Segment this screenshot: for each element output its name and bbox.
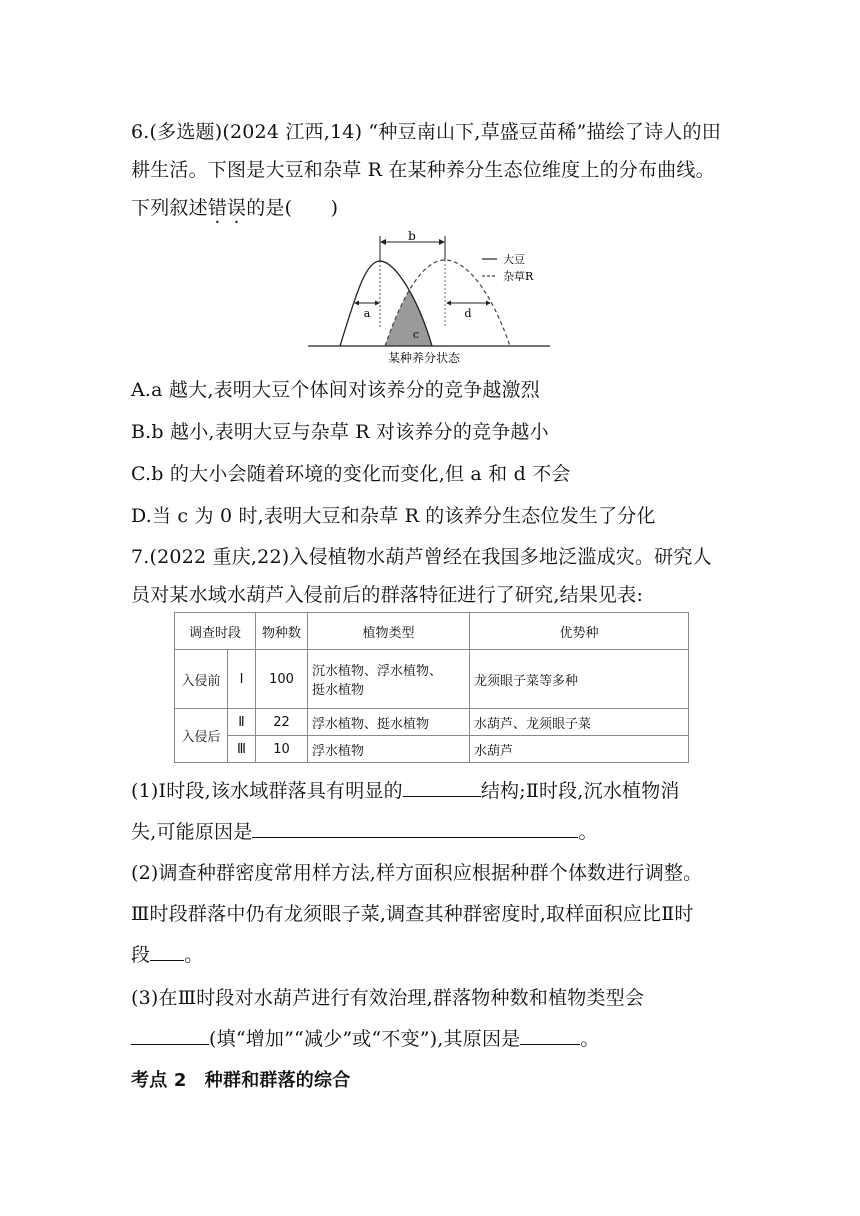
- table-cell: Ⅱ: [228, 709, 256, 736]
- table-cell: [308, 650, 470, 709]
- q6-stem-line3: 下列叙述错误的是( ): [131, 197, 339, 219]
- niche-distribution-figure: [300, 228, 560, 368]
- table-cell: 入侵前: [175, 650, 228, 709]
- table-cell: 入侵后: [175, 709, 228, 763]
- answer-blank[interactable]: [403, 778, 481, 797]
- section-heading: 考点 2 种群和群落的综合: [131, 1070, 351, 1091]
- b-arrow-head: [439, 239, 445, 245]
- q7-sub1-line2: 失,可能原因是 。: [131, 821, 598, 843]
- table-header: 优势种: [470, 613, 689, 650]
- emphasis-char: 错: [207, 197, 228, 219]
- table-cell: 龙须眼子菜等多种: [470, 650, 689, 709]
- q7-sub1-line1: (1)Ⅰ时段,该水域群落具有明显的 结构;Ⅱ时段,沉水植物消: [131, 780, 680, 802]
- cell-text: 沉水植物、浮水植物、: [312, 664, 443, 679]
- table-cell: 浮水植物: [308, 736, 470, 763]
- table-cell: 100: [256, 650, 308, 709]
- table-row: [175, 709, 689, 736]
- q6-option-b: B.b 越小,表明大豆与杂草 R 对该养分的竞争越小: [131, 421, 549, 443]
- answer-blank[interactable]: [131, 1026, 209, 1045]
- table-header: 物种数: [256, 613, 308, 650]
- table-cell: Ⅲ: [228, 736, 256, 763]
- label-b: b: [408, 229, 416, 243]
- answer-blank[interactable]: [150, 942, 184, 961]
- q6-option-c: C.b 的大小会随着环境的变化而变化,但 a 和 d 不会: [131, 463, 571, 485]
- table-cell: 水葫芦、龙须眼子菜: [470, 709, 689, 736]
- table-cell: Ⅰ: [228, 650, 256, 709]
- cell-text: 挺水植物: [312, 683, 365, 698]
- table-cell: 22: [256, 709, 308, 736]
- label-d: d: [464, 307, 472, 320]
- q6-stem-line1: 6.(多选题)(2024 江西,14) “种豆南山下,草盛豆苗稀”描绘了诗人的田: [131, 121, 721, 143]
- q7-sub3-line1: (3)在Ⅲ时段对水葫芦进行有效治理,群落物种数和植物类型会: [131, 987, 645, 1009]
- legend-soybean: 大豆: [503, 253, 525, 266]
- q7-stem-line1: 7.(2022 重庆,22)入侵植物水葫芦曾经在我国多地泛滥成灾。研究人: [131, 546, 712, 568]
- q7-sub3-line2: (填“增加”“减少”或“不变”),其原因是 。: [131, 1024, 600, 1051]
- answer-blank[interactable]: [520, 1026, 580, 1045]
- q6-stem-line2: 耕生活。下图是大豆和杂草 R 在某种养分生态位维度上的分布曲线。: [131, 159, 715, 181]
- q6-option-d: D.当 c 为 0 时,表明大豆和杂草 R 的该养分生态位发生了分化: [131, 505, 656, 527]
- legend-weed: 杂草R: [503, 270, 534, 283]
- emphasis-char: 误: [227, 197, 247, 219]
- table-cell: 水葫芦: [470, 736, 689, 763]
- label-a: a: [363, 307, 371, 320]
- table-row: [175, 736, 689, 763]
- b-arrow-head: [380, 239, 386, 245]
- table-cell: 10: [256, 736, 308, 763]
- q7-sub2-line2: Ⅲ时段群落中仍有龙须眼子菜,调查其种群密度时,取样面积应比Ⅱ时: [131, 903, 694, 925]
- q7-stem-line2: 员对某水域水葫芦入侵前后的群落特征进行了研究,结果见表:: [131, 584, 644, 606]
- table-row: [175, 650, 689, 709]
- label-c: c: [412, 328, 420, 341]
- q7-sub2-line1: (2)调查种群密度常用样方法,样方面积应根据种群个体数进行调整。: [131, 862, 703, 884]
- table-header: 植物类型: [308, 613, 470, 650]
- q7-sub2-line3: 段 。: [131, 944, 204, 966]
- x-axis-label: 某种养分状态: [387, 351, 461, 365]
- table-cell: 浮水植物、挺水植物: [308, 709, 470, 736]
- survey-table: [174, 612, 689, 763]
- answer-blank[interactable]: [252, 819, 578, 838]
- q6-option-a: A.a 越大,表明大豆个体间对该养分的竞争越激烈: [131, 379, 540, 401]
- table-header-row: [175, 613, 689, 650]
- d-arrow-head: [486, 301, 491, 306]
- table-header: 调查时段: [175, 613, 256, 650]
- d-arrow-head: [446, 301, 451, 306]
- a-arrow-head: [375, 301, 380, 306]
